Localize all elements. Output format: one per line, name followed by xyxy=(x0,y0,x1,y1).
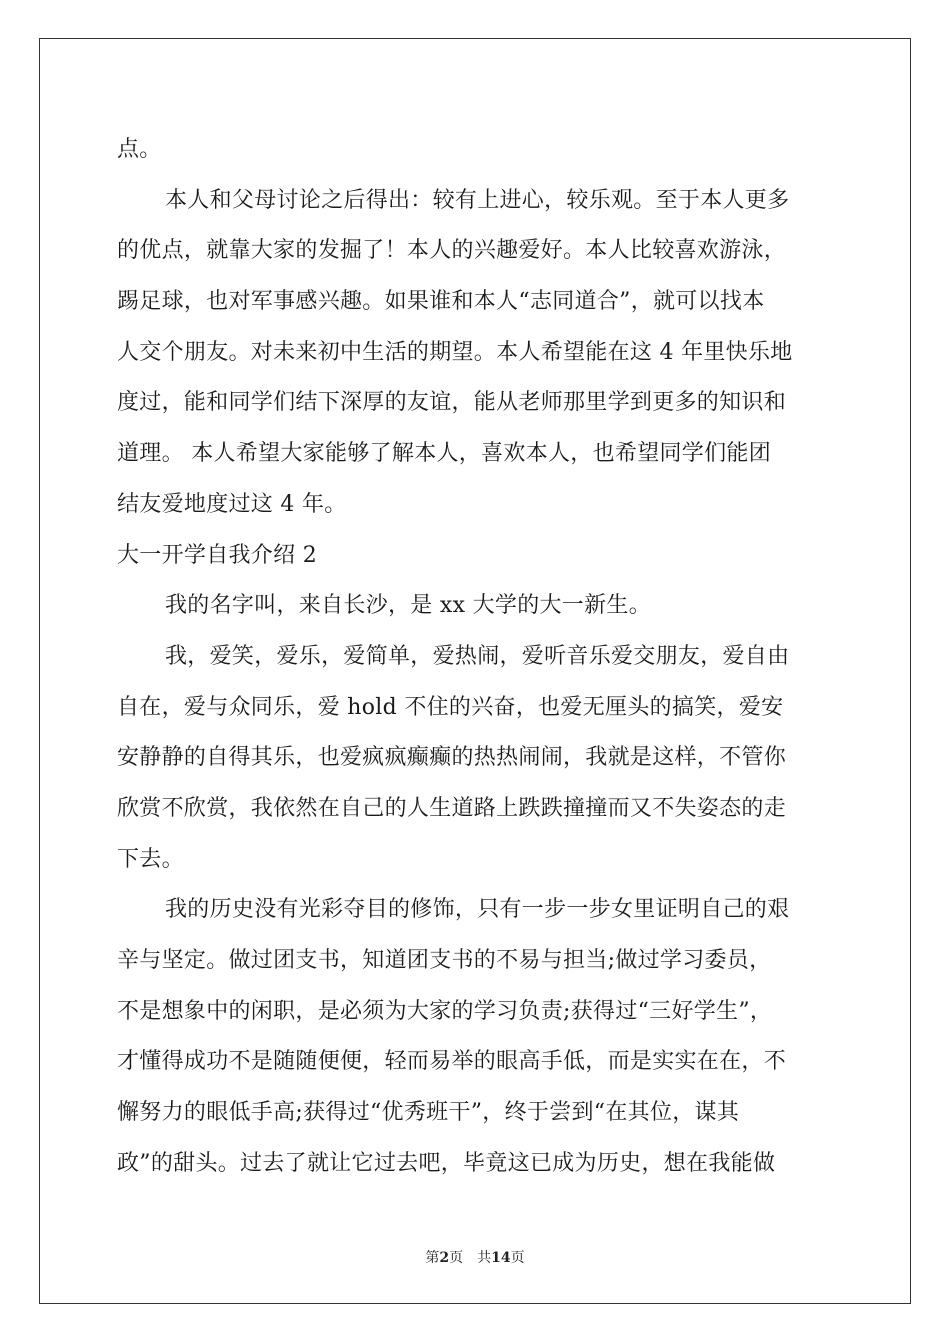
text-line: 我，爱笑，爱乐，爱简单，爱热闹，爱听音乐爱交朋友，爱自由 xyxy=(165,643,790,669)
section-heading: 大一开学自我介绍 2 xyxy=(117,542,317,568)
page-footer xyxy=(0,1247,950,1267)
text-line: 我的名字叫，来自长沙，是 xx 大学的大一新生。 xyxy=(165,593,652,619)
text-line: 道理。 本人希望大家能够了解本人，喜欢本人，也希望同学们能团 xyxy=(117,441,771,467)
text-line: 政”的甜头。过去了就让它过去吧，毕竟这已成为历史，想在我能做 xyxy=(117,1150,776,1176)
footer-total-number: 14 xyxy=(491,1250,511,1266)
text-line: 我的历史没有光彩夺目的修饰，只有一步一步女里证明自己的艰 xyxy=(165,897,790,923)
text-line: 踢足球，也对军事感兴趣。如果谁和本人“志同道合”，就可以找本 xyxy=(117,289,765,315)
document-body xyxy=(117,125,837,1189)
text-line: 安静静的自得其乐，也爱疯疯癫癫的热热闹闹，我就是这样，不管你 xyxy=(117,745,787,771)
text-line: 才懂得成功不是随随便便，轻而易举的眼高手低，而是实实在在，不 xyxy=(117,1049,787,1075)
footer-total-prefix: 共 xyxy=(477,1250,492,1266)
footer-total-suffix: 页 xyxy=(510,1250,525,1266)
text-line: 度过，能和同学们结下深厚的友谊，能从老师那里学到更多的知识和 xyxy=(117,390,787,416)
footer-page-prefix: 第 xyxy=(425,1250,440,1266)
text-line: 人交个朋友。对未来初中生活的期望。本人希望能在这 4 年里快乐地 xyxy=(117,339,793,365)
text-line: 辛与坚定。做过团支书，知道团支书的不易与担当;做过学习委员， xyxy=(117,948,772,973)
footer-page-number: 2 xyxy=(439,1250,450,1266)
text-line: 自在，爱与众同乐，爱 hold 不住的兴奋，也爱无厘头的搞笑，爱安 xyxy=(117,694,784,720)
text-line: 欣赏不欣赏，我依然在自己的人生道路上跌跌撞撞而又不失姿态的走 xyxy=(117,795,787,821)
text-line: 不是想象中的闲职，是必须为大家的学习负责;获得过“三好学生”， xyxy=(117,998,773,1024)
footer-page-suffix: 页 xyxy=(449,1250,464,1266)
text-line: 结友爱地度过这 4 年。 xyxy=(117,491,347,517)
text-line: 的优点，就靠大家的发掘了！本人的兴趣爱好。本人比较喜欢游泳， xyxy=(117,238,787,264)
text-line: 懈努力的眼低手高;获得过“优秀班干”，终于尝到“在其位，谋其 xyxy=(117,1100,740,1126)
text-line: 下去。 xyxy=(117,846,184,872)
text-line: 本人和父母讨论之后得出：较有上进心，较乐观。至于本人更多 xyxy=(165,187,790,213)
text-line: 点。 xyxy=(117,137,162,162)
